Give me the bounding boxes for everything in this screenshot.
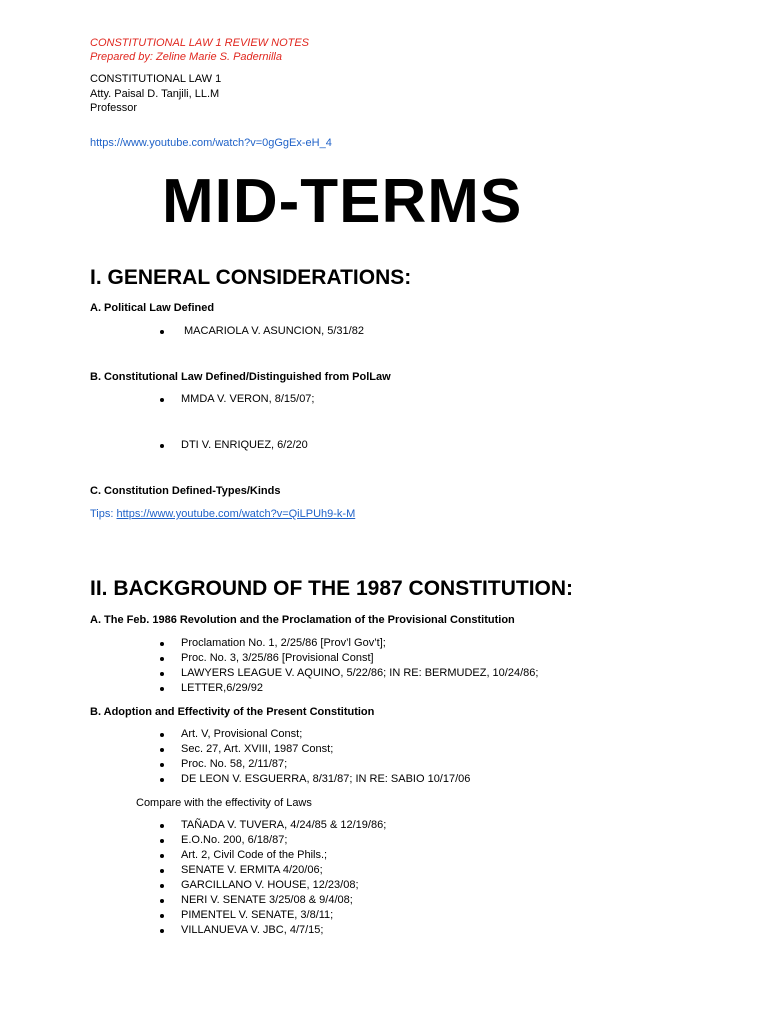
list-item: LETTER,6/29/92 xyxy=(160,681,538,696)
list-item: Art. 2, Civil Code of the Phils.; xyxy=(160,848,386,863)
section-1a-label: A. Political Law Defined xyxy=(90,302,215,314)
list-item: TAÑADA V. TUVERA, 4/24/85 & 12/19/86; xyxy=(160,818,386,833)
tips-link[interactable]: https://www.youtube.com/watch?v=QiLPUh9-k-M xyxy=(116,508,356,520)
professor-name: Atty. Paisal D. Tanjili, LL.M xyxy=(90,88,220,100)
list-item: MMDA V. VERON, 8/15/07; xyxy=(160,392,314,407)
list-item: PIMENTEL V. SENATE, 3/8/11; xyxy=(160,908,386,923)
course-name: CONSTITUTIONAL LAW 1 xyxy=(90,73,222,85)
section-1-heading: I. GENERAL CONSIDERATIONS: xyxy=(90,266,412,289)
list-item: E.O.No. 200, 6/18/87; xyxy=(160,833,386,848)
list-item: Sec. 27, Art. XVIII, 1987 Const; xyxy=(160,742,470,757)
notes-title: CONSTITUTIONAL LAW 1 REVIEW NOTES xyxy=(90,37,310,49)
section-2b-list xyxy=(160,727,470,787)
tips-label: Tips: xyxy=(90,508,114,520)
section-2-heading: II. BACKGROUND OF THE 1987 CONSTITUTION: xyxy=(90,577,574,600)
list-item: Proclamation No. 1, 2/25/86 [Prov’l Gov’t]; xyxy=(160,636,538,651)
list-item: Proc. No. 3, 3/25/86 [Provisional Const] xyxy=(160,651,538,666)
list-item: LAWYERS LEAGUE V. AQUINO, 5/22/86; IN RE: BERMUDEZ, 10/24/86; xyxy=(160,666,538,681)
list-item: MACARIOLA V. ASUNCION, 5/31/82 xyxy=(160,324,364,339)
section-2b-label: B. Adoption and Effectivity of the Present Constitution xyxy=(90,706,375,718)
main-title: MID-TERMS xyxy=(162,167,523,236)
list-item: DE LEON V. ESGUERRA, 8/31/87; IN RE: SABIO 10/17/06 xyxy=(160,772,470,787)
section-1b-list-1 xyxy=(160,392,314,407)
tips-line xyxy=(90,508,355,520)
section-1a-list xyxy=(160,324,364,339)
professor-label: Professor xyxy=(90,102,138,114)
prepared-by: Prepared by: Zeline Marie S. Padernilla xyxy=(90,51,282,63)
compare-list xyxy=(160,818,386,938)
section-2a-label: A. The Feb. 1986 Revolution and the Proclamation of the Provisional Constitution xyxy=(90,614,515,626)
section-1b-list-2 xyxy=(160,438,308,453)
section-1c-label: C. Constitution Defined-Types/Kinds xyxy=(90,485,281,497)
youtube-link[interactable]: https://www.youtube.com/watch?v=0gGgEx-eH_4 xyxy=(90,137,332,149)
section-1b-label: B. Constitutional Law Defined/Distinguished from PolLaw xyxy=(90,371,391,383)
list-item: DTI V. ENRIQUEZ, 6/2/20 xyxy=(160,438,308,453)
section-2a-list xyxy=(160,636,538,696)
list-item: NERI V. SENATE 3/25/08 & 9/4/08; xyxy=(160,893,386,908)
list-item: Art. V, Provisional Const; xyxy=(160,727,470,742)
list-item: VILLANUEVA V. JBC, 4/7/15; xyxy=(160,923,386,938)
compare-note: Compare with the effectivity of Laws xyxy=(136,797,312,809)
list-item: SENATE V. ERMITA 4/20/06; xyxy=(160,863,386,878)
list-item: Proc. No. 58, 2/11/87; xyxy=(160,757,470,772)
list-item: GARCILLANO V. HOUSE, 12/23/08; xyxy=(160,878,386,893)
